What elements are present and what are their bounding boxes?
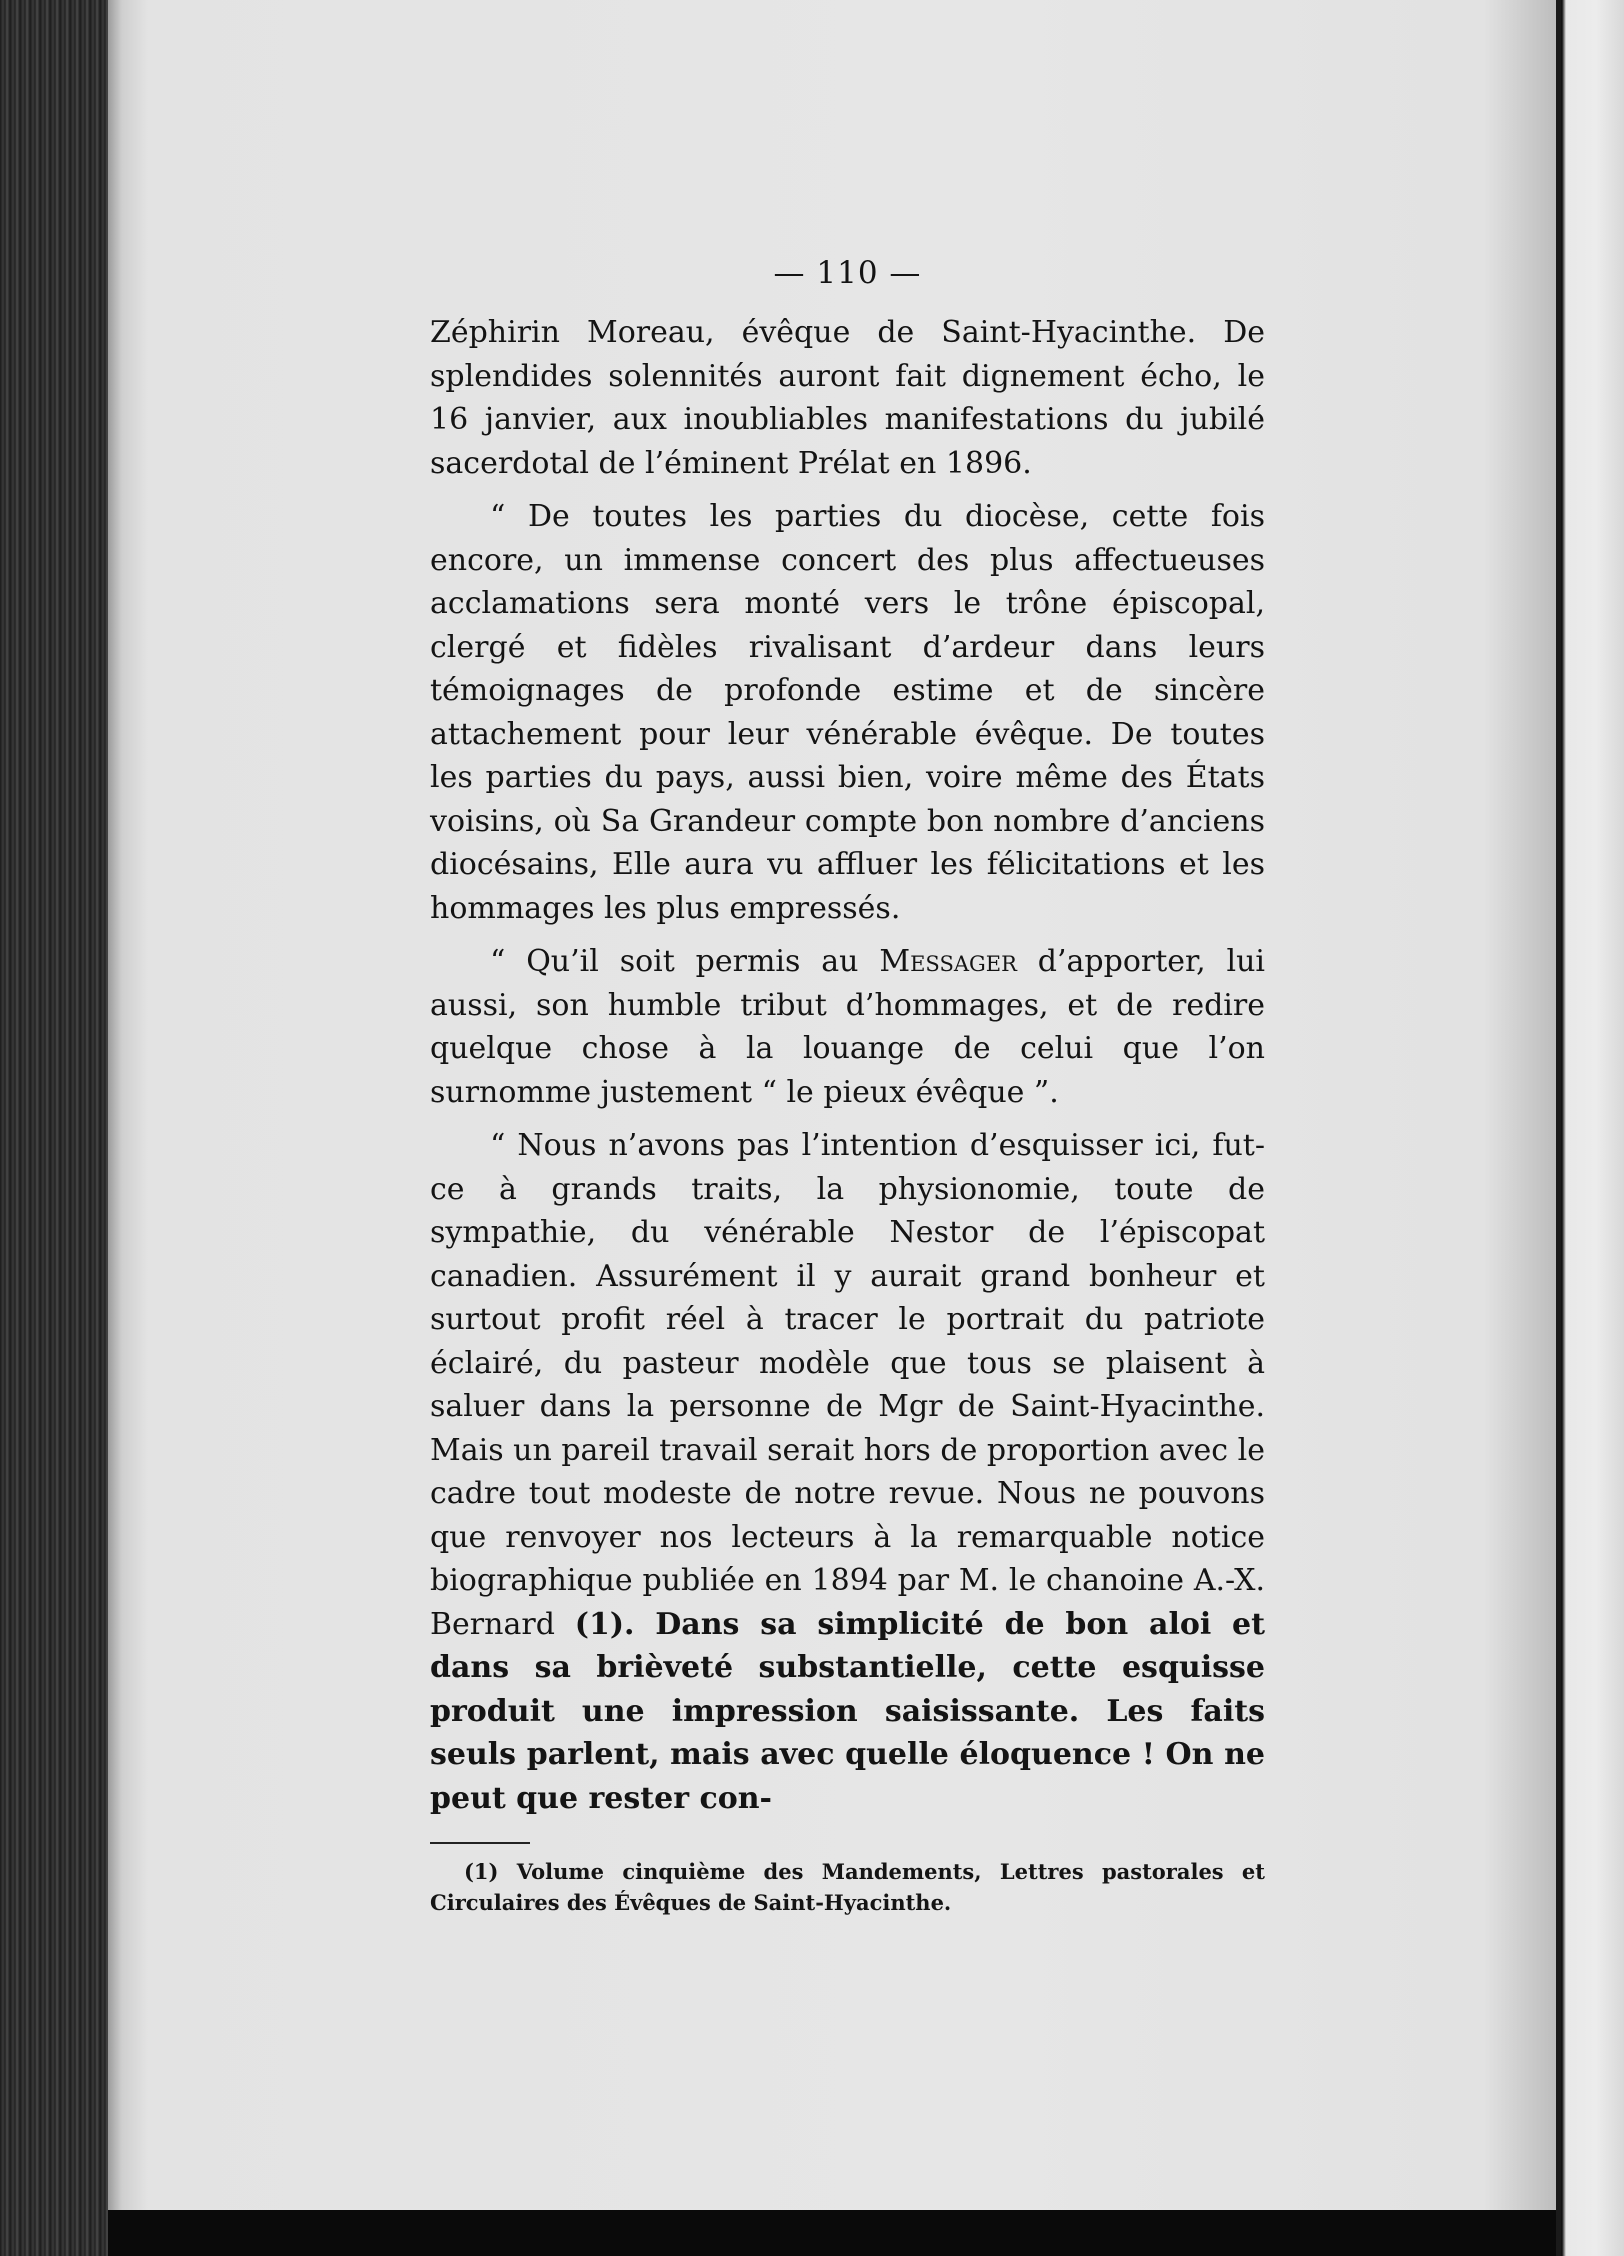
adjacent-page-edge [1556,0,1624,2256]
paragraph-4-bold-tail: Dans sa simplicité de bon aloi et dans sa brièveté substantielle, cette esquisse produit une impression saisissante. Les faits seuls parlent, mais avec quelle éloquence ! On ne peut que rester con- [430,1606,1265,1816]
paragraph-3-start: “ Qu’il soit permis au [490,944,880,979]
paragraph-3 [430,940,1265,1114]
paragraph-2: “ De toutes les parties du diocèse, cette fois encore, un immense concert des plus affectueuses acclamations sera monté vers le trône épiscopal, clergé et fidèles rivalisant d’ardeur dans leurs témoignages de profonde estime et de sincère attachement pour leur vénérable évêque. De toutes les parties du pays, aussi bien, voire même des États voisins, où Sa Grandeur compte bon nombre d’anciens diocésains, Elle aura vu affluer les félicitations et les hommages les plus empressés. [430,499,1265,926]
paragraph-4-text: “ Nous n’avons pas l’intention d’esquisser ici, fut-ce à grands traits, la physionomie, toute de sympathie, du vénérable Nestor de l’épiscopat canadien. Assurément il y aurait grand bonheur et surtout profit réel à tracer le portrait du patriote éclairé, du pasteur modèle que tous se plaisent à saluer dans la personne de Mgr de Saint-Hyacinthe. Mais un pareil travail serait hors de proportion avec le cadre tout modeste de notre revue. Nous ne pouvons que renvoyer nos lecteurs à la remarquable notice biographique publiée en 1894 par M. le chanoine A.-X. Bernard [430,1128,1265,1642]
page-number: — 110 — [773,255,922,291]
page-text [430,255,1265,1918]
paragraph-4 [430,1124,1265,1820]
paragraph-3-end: d’apporter, lui aussi, son humble tribut d’hommages, et de redire quelque chose à la louange de celui que l’on surnomme justement “ le pieux évêque ”. [430,944,1265,1110]
footnote: (1) Volume cinquième des Mandements, Lettres pastorales et Circulaires des Évêques de Saint-Hyacinthe. [430,1859,1265,1915]
book-spine [0,0,110,2256]
paragraph-1: Zéphirin Moreau, évêque de Saint-Hyacinthe. De splendides solennités auront fait dignement écho, le 16 janvier, aux inoubliables manifestations du jubilé sacerdotal de l’éminent Prélat en 1896. [430,315,1265,481]
bottom-shadow [108,2210,1556,2256]
messager-small-caps: Messager [879,944,1017,979]
footnote-reference: (1). [574,1606,635,1642]
footnote-rule [430,1842,530,1844]
